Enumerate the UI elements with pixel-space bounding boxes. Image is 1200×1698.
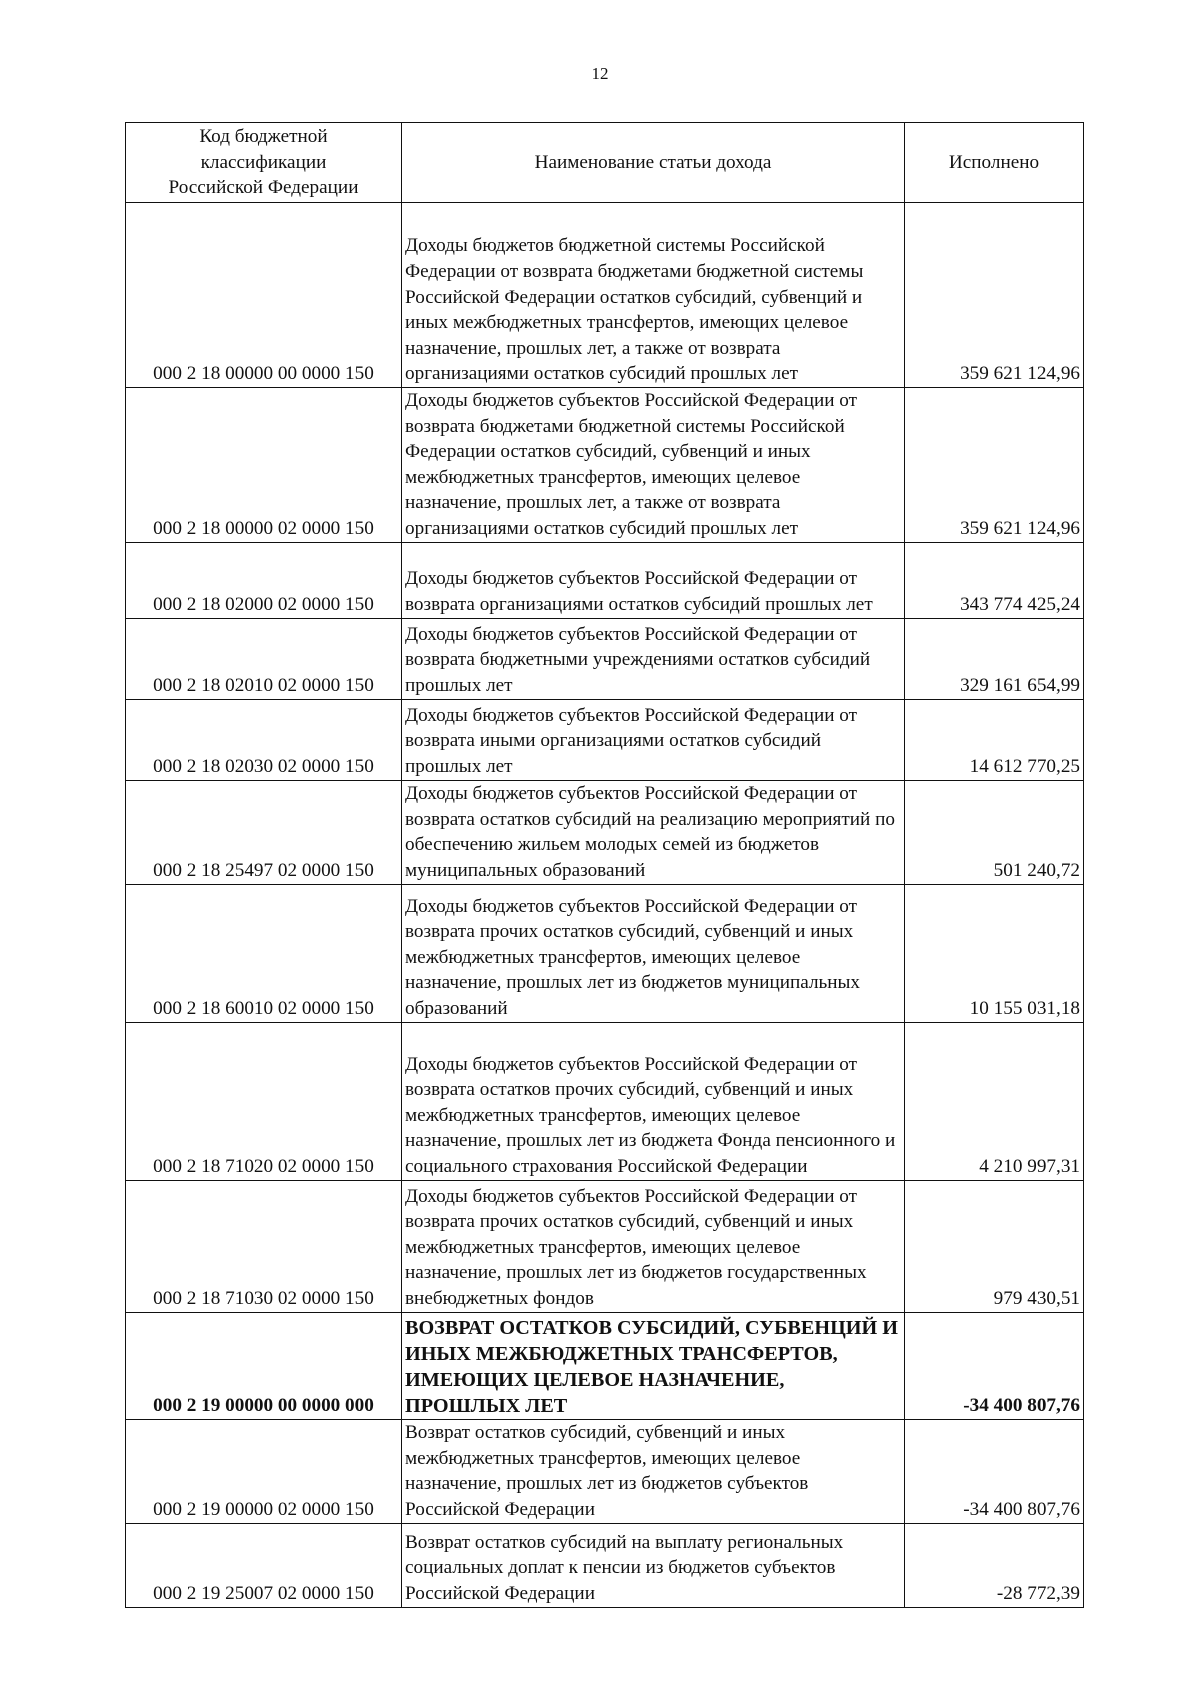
row-amount: 14 612 770,25 [905, 699, 1084, 780]
row-amount: 343 774 425,24 [905, 542, 1084, 618]
row-code: 000 2 18 71030 02 0000 150 [126, 1180, 402, 1312]
row-amount: 329 161 654,99 [905, 618, 1084, 699]
table-row [126, 1022, 1084, 1180]
row-amount: 4 210 997,31 [905, 1022, 1084, 1180]
table-row [126, 1419, 1084, 1523]
row-amount: 359 621 124,96 [905, 388, 1084, 543]
row-code: 000 2 18 60010 02 0000 150 [126, 884, 402, 1022]
table-row [126, 780, 1084, 884]
table-row [126, 388, 1084, 543]
table-row [126, 618, 1084, 699]
row-code: 000 2 18 25497 02 0000 150 [126, 780, 402, 884]
row-name: ВОЗВРАТ ОСТАТКОВ СУБСИДИЙ, СУБВЕНЦИЙ И ИНЫХ МЕЖБЮДЖЕТНЫХ ТРАНСФЕРТОВ, ИМЕЮЩИХ ЦЕЛЕВОЕ НАЗНАЧЕНИЕ, ПРОШЛЫХ ЛЕТ [402, 1312, 905, 1419]
row-name: Доходы бюджетов субъектов Российской Федерации от возврата бюджетами бюджетной системы Российской Федерации остатков субсидий, субвенций и иных межбюджетных трансфертов, имеющих целевое назначение, прошлых лет, а также от возврата организациями остатков субсидий прошлых лет [402, 388, 905, 543]
row-name: Доходы бюджетов субъектов Российской Федерации от возврата бюджетными учреждениями остатков субсидий прошлых лет [402, 618, 905, 699]
row-name: Доходы бюджетов субъектов Российской Федерации от возврата прочих остатков субсидий, субвенций и иных межбюджетных трансфертов, имеющих целевое назначение, прошлых лет из бюджетов муниципальных образований [402, 884, 905, 1022]
row-amount: 10 155 031,18 [905, 884, 1084, 1022]
row-code: 000 2 18 02030 02 0000 150 [126, 699, 402, 780]
row-code: 000 2 18 02000 02 0000 150 [126, 542, 402, 618]
table-row [126, 542, 1084, 618]
table-row [126, 884, 1084, 1022]
row-amount: 501 240,72 [905, 780, 1084, 884]
row-name: Доходы бюджетов бюджетной системы Российской Федерации от возврата бюджетами бюджетной системы Российской Федерации остатков субсидий, субвенций и иных межбюджетных трансфертов, имеющих целевое назначение, прошлых лет, а также от возврата организациями остатков субсидий прошлых лет [402, 203, 905, 388]
table-row [126, 699, 1084, 780]
table-row [126, 1523, 1084, 1607]
row-amount: -34 400 807,76 [905, 1419, 1084, 1523]
table-row [126, 203, 1084, 388]
row-name: Возврат остатков субсидий на выплату региональных социальных доплат к пенсии из бюджетов субъектов Российской Федерации [402, 1523, 905, 1607]
row-name: Доходы бюджетов субъектов Российской Федерации от возврата организациями остатков субсидий прошлых лет [402, 542, 905, 618]
row-amount: 359 621 124,96 [905, 203, 1084, 388]
header-name: Наименование статьи дохода [402, 123, 905, 203]
row-amount: -28 772,39 [905, 1523, 1084, 1607]
row-code: 000 2 18 00000 00 0000 150 [126, 203, 402, 388]
row-code: 000 2 18 02010 02 0000 150 [126, 618, 402, 699]
row-name: Доходы бюджетов субъектов Российской Федерации от возврата остатков субсидий на реализацию мероприятий по обеспечению жильем молодых семей из бюджетов муниципальных образований [402, 780, 905, 884]
row-code: 000 2 19 25007 02 0000 150 [126, 1523, 402, 1607]
row-name: Доходы бюджетов субъектов Российской Федерации от возврата прочих остатков субсидий, субвенций и иных межбюджетных трансфертов, имеющих целевое назначение, прошлых лет из бюджетов государственных внебюджетных фондов [402, 1180, 905, 1312]
row-name: Доходы бюджетов субъектов Российской Федерации от возврата остатков прочих субсидий, субвенций и иных межбюджетных трансфертов, имеющих целевое назначение, прошлых лет из бюджета Фонда пенсионного и социального страхования Российской Федерации [402, 1022, 905, 1180]
header-code: Код бюджетной классификации Российской Федерации [126, 123, 402, 203]
table-header-row [126, 123, 1084, 203]
row-code: 000 2 19 00000 02 0000 150 [126, 1419, 402, 1523]
row-name: Возврат остатков субсидий, субвенций и иных межбюджетных трансфертов, имеющих целевое назначение, прошлых лет из бюджетов субъектов Российской Федерации [402, 1419, 905, 1523]
row-amount: 979 430,51 [905, 1180, 1084, 1312]
table-row-total [126, 1312, 1084, 1419]
income-table [125, 122, 1084, 1608]
row-amount: -34 400 807,76 [905, 1312, 1084, 1419]
header-amount: Исполнено [905, 123, 1084, 203]
page-number: 12 [591, 64, 609, 83]
row-name: Доходы бюджетов субъектов Российской Федерации от возврата иными организациями остатков субсидий прошлых лет [402, 699, 905, 780]
table-row [126, 1180, 1084, 1312]
row-code: 000 2 19 00000 00 0000 000 [126, 1312, 402, 1419]
row-code: 000 2 18 00000 02 0000 150 [126, 388, 402, 543]
row-code: 000 2 18 71020 02 0000 150 [126, 1022, 402, 1180]
